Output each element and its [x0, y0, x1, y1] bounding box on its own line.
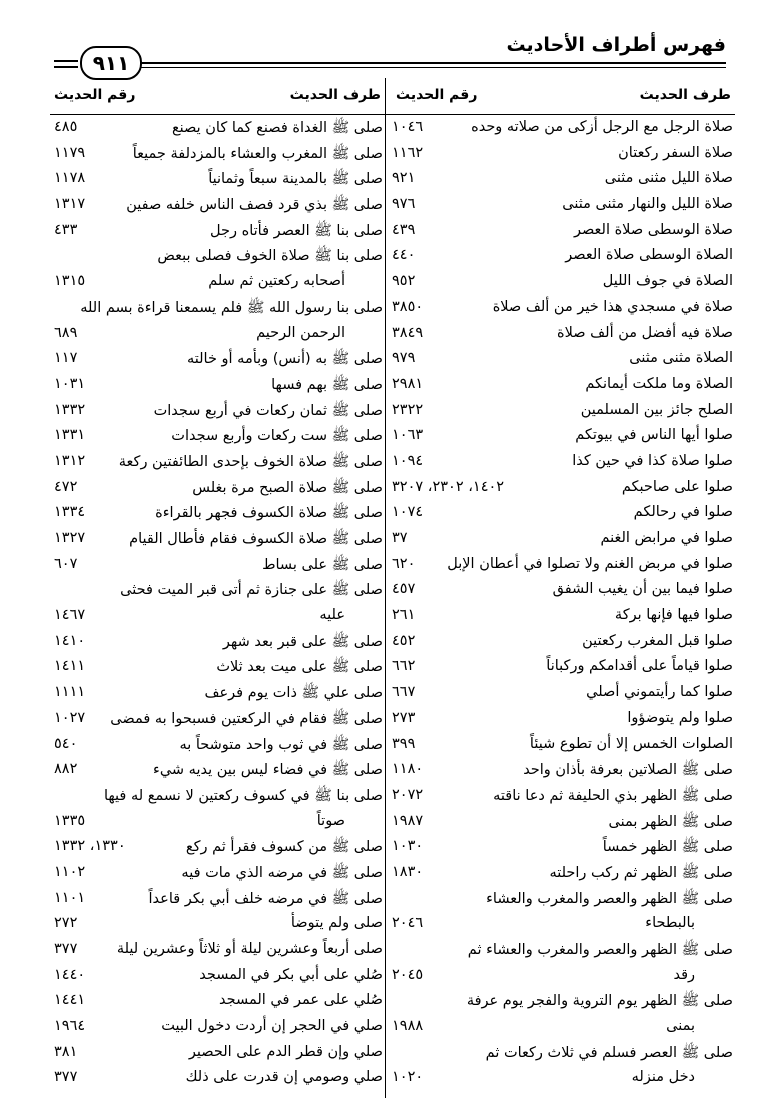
- hadith-text: صلى ﷺ الظهر بمنى: [608, 813, 733, 830]
- list-item: [386, 372, 735, 398]
- hadith-text: صلى بنا رسول الله ﷺ فلم يسمعنا قراءة بسم الله: [80, 299, 383, 316]
- hadith-text: صلى بنا ﷺ صلاة الخوف فصلى ببعض: [157, 248, 383, 265]
- hadith-number: ٢٠٤٦: [392, 915, 424, 932]
- list-item: [50, 706, 385, 732]
- hadith-text: الصلاة الوسطى صلاة العصر: [565, 247, 733, 264]
- hadith-text: صلاة فيه أفضل من ألف صلاة: [556, 324, 733, 341]
- hadith-number: ٢٣٢٢: [392, 401, 424, 418]
- list-item: [386, 295, 735, 321]
- hadith-text: صلى ﷺ صلاة الصبح مرة بغلس: [192, 479, 383, 496]
- list-item: [386, 706, 735, 732]
- hadith-number: ١٣٣١: [54, 427, 86, 444]
- hadith-number: ١١١١: [54, 684, 86, 701]
- hadith-number: ٢٩٨١: [392, 375, 424, 392]
- list-item: [50, 603, 385, 629]
- list-item: [386, 732, 735, 758]
- hadith-number: ٦٠٧: [54, 555, 78, 572]
- list-item: [386, 269, 735, 295]
- list-item: [386, 166, 735, 192]
- list-item: [386, 141, 735, 167]
- header-dash: [54, 60, 78, 62]
- hadith-number: ٦٢٠: [392, 555, 416, 572]
- list-item: [50, 654, 385, 680]
- hadith-text: صلى ﷺ الظهر والعصر والمغرب والعشاء: [486, 890, 733, 907]
- hadith-number: ١٣٢٧: [54, 530, 86, 546]
- hadith-number: ١٤١٠: [54, 632, 86, 649]
- hadith-number: ١١٦٢: [392, 144, 424, 161]
- column-header-number: رقم الحديث: [396, 87, 478, 103]
- hadith-text: صلوا فيها فإنها بركة: [614, 607, 733, 624]
- list-item: [386, 937, 735, 963]
- hadith-text: صلى أربعاً وعشرين ليلة أو ثلاثاً وعشرين ليلة: [116, 941, 383, 957]
- hadith-text: صلى ولم يتوضأ: [290, 915, 383, 932]
- hadith-number: ٩٥٢: [392, 273, 416, 290]
- hadith-text: صلاة السفر ركعتان: [618, 144, 733, 161]
- list-item: [50, 115, 385, 141]
- list-item: [386, 1014, 735, 1040]
- list-item: [50, 860, 385, 886]
- list-item: [386, 321, 735, 347]
- hadith-text: صلى ﷺ بهم فسها: [271, 376, 383, 393]
- list-item: [386, 988, 735, 1014]
- hadith-number: ٢٠٤٥: [392, 966, 424, 983]
- hadith-number: ٤٤٠: [392, 247, 416, 264]
- hadith-number: ١٠٤٦: [392, 119, 424, 135]
- hadith-number: ١١٨٠: [392, 761, 424, 778]
- list-item: [50, 346, 385, 372]
- hadith-number: ١٠٧٤: [392, 504, 424, 521]
- hadith-number: ١٣٣٠، ١٣٣٢: [54, 838, 126, 855]
- hadith-text: صلى ﷺ الظهر والعصر والمغرب والعشاء ثم: [467, 942, 733, 958]
- hadith-text: صلى ﷺ صلاة الكسوف فجهر بالقراءة: [155, 505, 383, 522]
- list-item: [386, 911, 735, 937]
- hadith-text: صلى ﷺ الظهر خمساً: [602, 839, 733, 856]
- hadith-text: صلى ﷺ الصلاتين بعرفة بأذان واحد: [523, 762, 733, 779]
- list-item: [386, 1065, 735, 1091]
- list-item: [50, 475, 385, 501]
- list-item: [386, 115, 735, 141]
- hadith-text: صلاة الليل مثنى مثنى: [604, 170, 733, 187]
- list-item: [386, 629, 735, 655]
- hadith-number: ٣٨١: [54, 1043, 78, 1060]
- hadith-text: بمنى: [666, 1018, 695, 1035]
- list-item: [50, 1040, 385, 1066]
- hadith-text: صلوا في رحالكم: [633, 504, 733, 521]
- list-item: [50, 192, 385, 218]
- list-item: [386, 423, 735, 449]
- column-header-text: طرف الحديث: [289, 87, 381, 103]
- list-item: [386, 243, 735, 269]
- hadith-number: ١١٠١: [54, 889, 86, 906]
- hadith-number: ٤٧٢: [54, 478, 78, 495]
- hadith-text: الصلاة مثنى مثنى: [629, 350, 733, 367]
- hadith-number: ١٣٣٤: [54, 504, 86, 521]
- list-item: [386, 603, 735, 629]
- list-item: [386, 809, 735, 835]
- list-item: [50, 552, 385, 578]
- list-item: [50, 423, 385, 449]
- hadith-text: صُلي على عمر في المسجد: [219, 992, 383, 1009]
- list-item: [50, 886, 385, 912]
- hadith-text: صلوا أيها الناس في بيوتكم: [575, 427, 733, 444]
- hadith-text: صلى ﷺ ثمان ركعات في أربع سجدات: [153, 402, 383, 419]
- hadith-text: صلى ﷺ بالمدينة سبعاً وثمانياً: [208, 171, 383, 188]
- list-item: [386, 526, 735, 552]
- hadith-text: صلى بنا ﷺ العصر فأتاه رجل: [210, 222, 383, 239]
- list-item: [50, 321, 385, 347]
- list-item: [50, 269, 385, 295]
- hadith-number: ١١٠٢: [54, 863, 86, 880]
- hadith-text: صلاة في مسجدي هذا خير من ألف صلاة: [492, 298, 733, 315]
- hadith-text: صوتاً: [316, 812, 345, 829]
- list-item: [50, 141, 385, 167]
- hadith-number: ٤٣٩: [392, 221, 416, 238]
- hadith-text: صلى ﷺ فقام في الركعتين فسبحوا به فمضى: [110, 710, 383, 727]
- hadith-number: ١٤٤٠: [54, 966, 86, 983]
- hadith-text: صلي في الحجر إن أردت دخول البيت: [161, 1018, 383, 1035]
- column-header: [50, 78, 385, 115]
- list-item: [50, 732, 385, 758]
- hadith-number: ٣٩٩: [392, 735, 416, 752]
- column-header: [386, 78, 735, 115]
- hadith-text: صلوا في مربض الغنم ولا تصلوا في أعطان الإبل: [447, 555, 733, 572]
- list-item: [386, 346, 735, 372]
- hadith-text: صلوا في مرابض الغنم: [600, 530, 733, 546]
- hadith-text: صلوا ولم يتوضؤوا: [627, 709, 733, 726]
- column-header-text: طرف الحديث: [639, 87, 731, 103]
- hadith-text: صلى ﷺ العصر فسلم في ثلاث ركعات ثم: [485, 1044, 733, 1061]
- list-item: [50, 834, 385, 860]
- list-item: [50, 243, 385, 269]
- list-item: [50, 757, 385, 783]
- hadith-number: ٩٢١: [392, 170, 416, 187]
- list-item: [50, 937, 385, 963]
- hadith-number: ١٤٤١: [54, 992, 86, 1009]
- hadith-number: ٦٦٧: [392, 684, 416, 701]
- hadith-number: ٨٨٢: [54, 761, 78, 778]
- list-item: [386, 963, 735, 989]
- hadith-text: صلي وصومي إن قدرت على ذلك: [185, 1069, 383, 1086]
- list-item: [386, 680, 735, 706]
- hadith-number: ١٤١١: [54, 658, 86, 675]
- hadith-text: صلوا قبل المغرب ركعتين: [582, 632, 733, 649]
- hadith-number: ١٠٢٠: [392, 1069, 424, 1086]
- list-item: [50, 398, 385, 424]
- entry-list: [50, 115, 385, 1091]
- list-item: [386, 577, 735, 603]
- hadith-number: ٤٥٢: [392, 632, 416, 649]
- list-item: [386, 834, 735, 860]
- list-item: [386, 192, 735, 218]
- hadith-text: صلاة الليل والنهار مثنى مثنى: [562, 196, 733, 213]
- hadith-number: ٣٨٥٠: [392, 298, 424, 315]
- hadith-text: صلى ﷺ على بساط: [262, 556, 383, 573]
- hadith-number: ٣٧: [392, 530, 408, 546]
- hadith-text: صلى ﷺ بذي قرد فصف الناس خلفه صفين: [126, 197, 383, 214]
- hadith-text: أصحابه ركعتين ثم سلم: [208, 273, 345, 290]
- list-item: [50, 680, 385, 706]
- hadith-number: ١٠٩٤: [392, 452, 424, 469]
- hadith-number: ١٣١٢: [54, 452, 86, 469]
- hadith-text: صلى ﷺ في مرضه الذي مات فيه: [181, 864, 383, 881]
- hadith-text: صلى ﷺ في مرضه خلف أبي بكر قاعداً: [148, 890, 383, 907]
- hadith-text: صلى ﷺ في فضاء ليس بين يديه شيء: [153, 762, 383, 779]
- hadith-text: صلوا على صاحبكم: [621, 478, 733, 495]
- header-rule-thin: [140, 67, 726, 68]
- list-item: [386, 449, 735, 475]
- list-item: [50, 911, 385, 937]
- hadith-number: ١٣٣٥: [54, 812, 86, 829]
- hadith-number: ٥٤٠: [54, 735, 78, 752]
- hadith-text: صلى ﷺ على ميت بعد ثلاث: [216, 659, 383, 676]
- hadith-text: صلوا قياماً على أقدامكم وركباناً: [546, 658, 733, 675]
- hadith-text: الرحمن الرحيم: [256, 324, 345, 341]
- hadith-text: بالبطحاء: [645, 915, 695, 932]
- hadith-number: ٣٧٧: [54, 941, 78, 957]
- hadith-text: صلوا فيما بين أن يغيب الشفق: [552, 581, 733, 598]
- hadith-text: صلى ﷺ على قبر بعد شهر: [222, 633, 383, 650]
- entry-list: [386, 115, 735, 1091]
- hadith-number: ١٤٦٧: [54, 607, 86, 624]
- hadith-text: دخل منزله: [631, 1069, 695, 1086]
- hadith-number: ١٠٣٠: [392, 838, 424, 855]
- page-title: فهرس أطراف الأحاديث: [506, 34, 726, 56]
- hadith-number: ٤٥٧: [392, 581, 416, 598]
- hadith-number: ١١٧: [54, 350, 78, 367]
- hadith-text: الصلح جائز بين المسلمين: [580, 401, 733, 418]
- hadith-number: ١٩٦٤: [54, 1018, 86, 1035]
- hadith-text: صلى ﷺ من كسوف فقرأ ثم ركع: [185, 839, 383, 856]
- header-rule: [140, 62, 726, 64]
- hadith-number: ٦٦٢: [392, 658, 416, 675]
- hadith-number: ٩٧٦: [392, 196, 416, 213]
- hadith-text: صلاة الرجل مع الرجل أزكى من صلاته وحده: [471, 119, 733, 135]
- list-item: [50, 988, 385, 1014]
- left-column: [50, 78, 385, 1098]
- hadith-text: صلى ﷺ على جنازة ثم أتى قبر الميت فحثى: [120, 582, 383, 599]
- hadith-number: ١٠٣١: [54, 375, 86, 392]
- list-item: [386, 757, 735, 783]
- list-item: [386, 398, 735, 424]
- hadith-text: الصلوات الخمس إلا أن تطوع شيئاً: [529, 735, 733, 752]
- list-item: [386, 475, 735, 501]
- list-item: [50, 577, 385, 603]
- hadith-number: ١٠٢٧: [54, 709, 86, 726]
- header-dash: [54, 66, 78, 68]
- hadith-text: الصلاة في جوف الليل: [602, 273, 733, 290]
- hadith-text: صلى علي ﷺ ذات يوم فرعف: [204, 685, 383, 702]
- hadith-text: رقد: [673, 966, 695, 983]
- hadith-number: ١٤٠٢، ٢٣٠٢، ٣٢٠٧: [392, 478, 505, 495]
- list-item: [50, 526, 385, 552]
- hadith-number: ٢٦١: [392, 607, 416, 624]
- hadith-text: صلى ﷺ الغداة فصنع كما كان يصنع: [171, 120, 383, 136]
- hadith-number: ٦٨٩: [54, 324, 78, 341]
- hadith-number: ١٩٨٧: [392, 812, 424, 829]
- list-item: [50, 166, 385, 192]
- hadith-number: ٩٧٩: [392, 350, 416, 367]
- hadith-text: عليه: [319, 607, 345, 624]
- hadith-number: ١٣١٥: [54, 273, 86, 290]
- list-item: [386, 1040, 735, 1066]
- hadith-number: ٤٨٥: [54, 119, 78, 135]
- hadith-text: صلى ﷺ الظهر يوم التروية والفجر يوم عرفة: [466, 993, 733, 1010]
- list-item: [50, 1065, 385, 1091]
- hadith-number: ٢٧٣: [392, 709, 416, 726]
- hadith-text: صلى ﷺ المغرب والعشاء بالمزدلفة جميعاً: [132, 145, 383, 162]
- right-column: [385, 78, 735, 1098]
- hadith-text: صلى ﷺ الظهر بذي الحليفة ثم دعا ناقته: [493, 787, 733, 804]
- hadith-number: ١٨٣٠: [392, 863, 424, 880]
- hadith-number: ١٣١٧: [54, 196, 86, 213]
- column-header-number: رقم الحديث: [54, 87, 136, 103]
- list-item: [50, 372, 385, 398]
- hadith-number: ٢٠٧٢: [392, 786, 424, 803]
- hadith-number: ٣٧٧: [54, 1069, 78, 1086]
- hadith-text: صلى ﷺ به (أنس) وبأمه أو خالته: [186, 351, 383, 368]
- hadith-number: ٣٨٤٩: [392, 324, 424, 341]
- list-item: [50, 809, 385, 835]
- hadith-text: صلي وإن قطر الدم على الحصير: [188, 1043, 383, 1060]
- hadith-text: الصلاة وما ملكت أيمانكم: [585, 375, 733, 392]
- list-item: [50, 783, 385, 809]
- hadith-text: صلاة الوسطى صلاة العصر: [573, 221, 733, 238]
- list-item: [386, 886, 735, 912]
- list-item: [50, 629, 385, 655]
- list-item: [50, 500, 385, 526]
- page-number: ٩١١: [80, 46, 142, 80]
- hadith-text: صُلي على أبي بكر في المسجد: [199, 966, 383, 983]
- list-item: [50, 1014, 385, 1040]
- hadith-number: ١٩٨٨: [392, 1018, 424, 1035]
- hadith-number: ٢٧٢: [54, 915, 78, 932]
- list-item: [386, 654, 735, 680]
- hadith-text: صلى ﷺ صلاة الخوف بإحدى الطائفتين ركعة: [118, 453, 383, 470]
- hadith-text: صلى ﷺ ست ركعات وأربع سجدات: [171, 428, 383, 445]
- hadith-number: ٤٣٣: [54, 221, 78, 238]
- list-item: [50, 963, 385, 989]
- hadith-number: ١١٧٩: [54, 144, 86, 161]
- hadith-text: صلى ﷺ في ثوب واحد متوشحاً به: [179, 736, 383, 753]
- list-item: [386, 860, 735, 886]
- hadith-text: صلى ﷺ الظهر ثم ركب راحلته: [549, 864, 733, 881]
- hadith-text: صلوا صلاة كذا في حين كذا: [572, 452, 733, 469]
- list-item: [386, 218, 735, 244]
- hadith-text: صلى ﷺ صلاة الكسوف فقام فأطال القيام: [129, 531, 383, 547]
- list-item: [50, 295, 385, 321]
- hadith-number: ١٣٣٢: [54, 401, 86, 418]
- list-item: [386, 783, 735, 809]
- hadith-number: ١٠٦٣: [392, 427, 424, 444]
- list-item: [50, 449, 385, 475]
- hadith-number: ١١٧٨: [54, 170, 86, 187]
- list-item: [386, 552, 735, 578]
- hadith-text: صلوا كما رأيتموني أصلي: [586, 684, 733, 701]
- list-item: [50, 218, 385, 244]
- list-item: [386, 500, 735, 526]
- hadith-text: صلى بنا ﷺ في كسوف ركعتين لا نسمع له فيها: [103, 787, 383, 804]
